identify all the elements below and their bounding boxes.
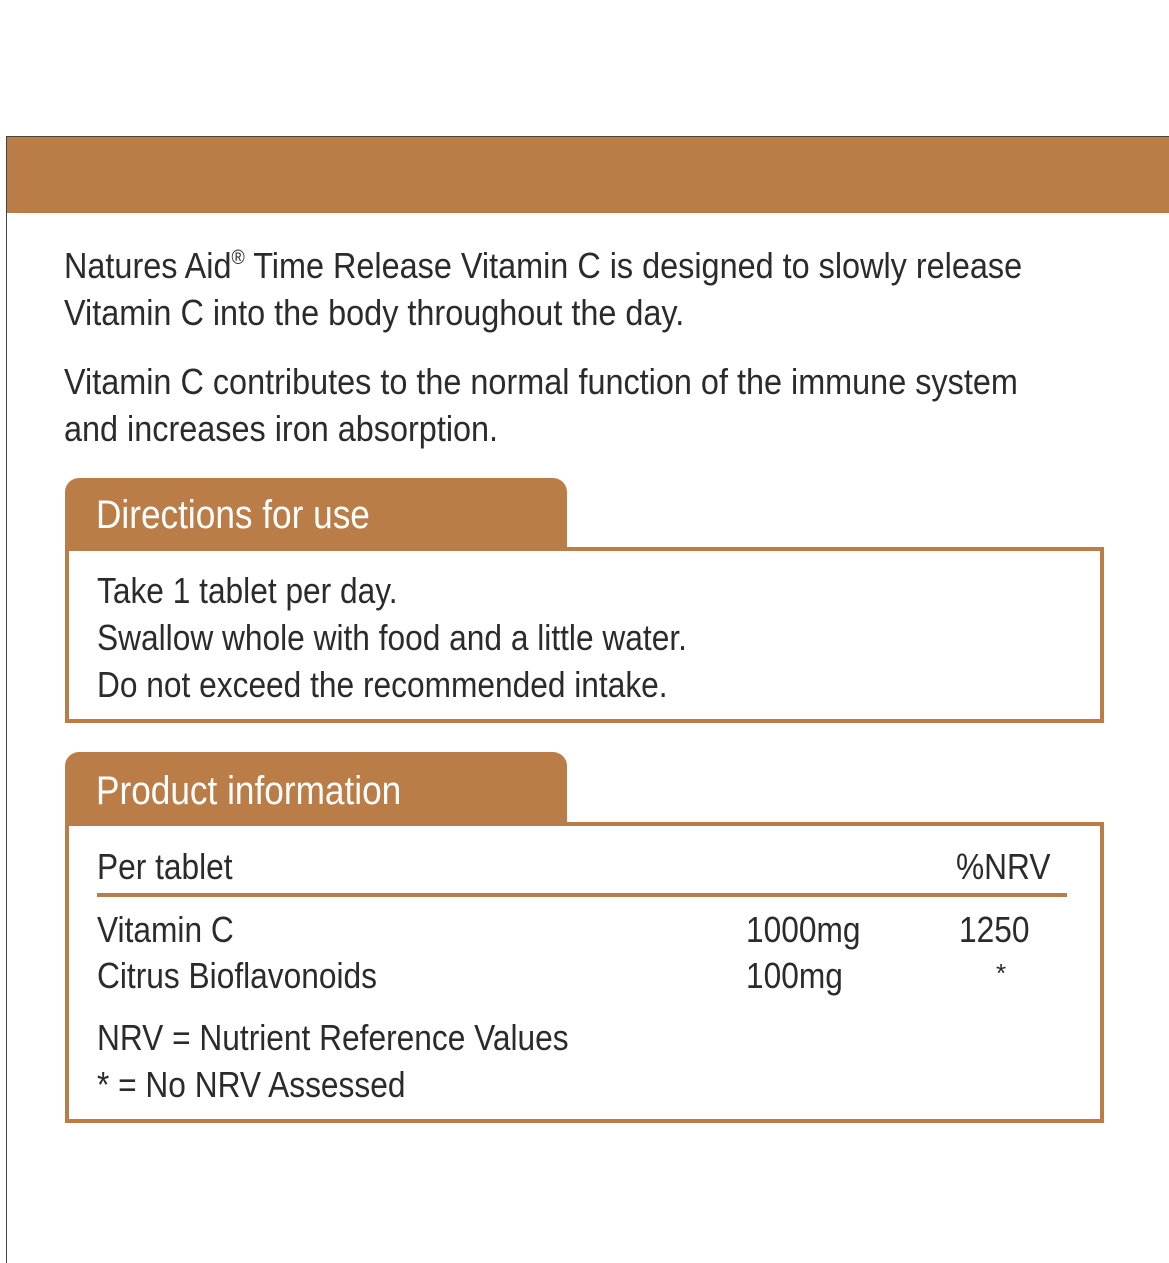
nutrient-name: Citrus Bioflavonoids [97,955,377,996]
table-header-nrv: %NRV [956,846,1051,887]
label-panel [6,136,1169,1263]
directions-box [65,547,1104,723]
intro-line-1 [64,242,1023,289]
nutrient-amount: 100mg [746,955,843,996]
nutrient-name: Vitamin C [97,909,234,950]
intro-line-3: Vitamin C contributes to the normal function of the immune system [64,361,1018,402]
directions-title: Directions for use [96,493,370,537]
nutrient-nrv: 1250 [959,909,1030,950]
direction-line: Swallow whole with food and a little water. [97,617,687,658]
nutrient-nrv: * [995,958,1007,988]
table-header-per-tablet: Per tablet [97,846,233,887]
direction-line: Do not exceed the recommended intake. [97,664,668,705]
directions-tab [65,478,567,552]
intro-text-1: Time Release Vitamin C is designed to slowly release [244,245,1023,286]
registered-mark: ® [231,247,245,269]
table-header-rule [97,893,1067,897]
brand-name: Natures Aid [64,245,232,286]
footnote: * = No NRV Assessed [97,1064,406,1105]
product-info-box [65,822,1104,1123]
product-info-tab [65,752,567,826]
nutrient-amount: 1000mg [746,909,861,950]
product-info-title: Product information [96,769,402,813]
footnote: NRV = Nutrient Reference Values [97,1017,569,1058]
intro-line-4: and increases iron absorption. [64,408,499,449]
intro-line-2: Vitamin C into the body throughout the day. [64,292,685,333]
top-color-band [7,137,1169,213]
direction-line: Take 1 tablet per day. [97,570,398,611]
